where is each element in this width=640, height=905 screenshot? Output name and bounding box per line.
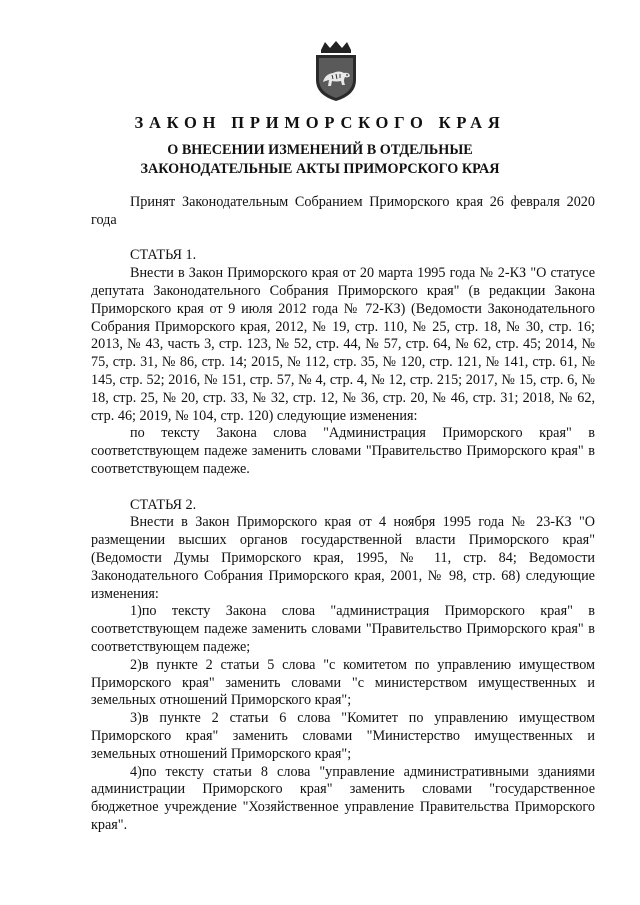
law-subtitle-line-1: О ВНЕСЕНИИ ИЗМЕНЕНИЙ В ОТДЕЛЬНЫЕ bbox=[167, 142, 473, 158]
law-subtitle bbox=[0, 141, 640, 179]
article-2-item: 1)по тексту Закона слова "администрация Приморского края" в соответствующем падеже заменить словами "Правительство Приморского края" в соответствующем падеже; bbox=[91, 603, 595, 655]
article-2-intro: Внести в Закон Приморского края от 4 ноября 1995 года № 23-КЗ "О размещении высших органов государственной власти Приморского края" (Ведомости Думы Приморского края, 1995, № 11, стр. 84; Ведомости Законодательного Собрания Приморского края, 2001, № 98, стр. 68) следующие изменения: bbox=[91, 514, 595, 602]
article-1-intro: Внести в Закон Приморского края от 20 марта 1995 года № 2-КЗ "О статусе депутата Законодательного Собрания Приморского края" (в редакции Закона Приморского края от 9 июля 2012 года № 72-КЗ) (Ведомости Законодательного Собрания Приморского края, 2012, № 19, стр. 110, № 25, стр. 18, № 30, стр. 16; 2013, № 43, часть 3, стр. 123, № 52, стр. 44, № 57, стр. 64, № 62, стр. 45; 2014, № 75, стр. 31, № 86, стр. 14; 2015, № 112, стр. 35, № 120, стр. 121, № 141, стр. 61, № 145, стр. 52; 2016, № 151, стр. 57, № 4, стр. 4, № 12, стр. 215; 2017, № 15, стр. 6, № 18, стр. 25, № 20, стр. 33, № 32, стр. 12, № 36, стр. 20, № 46, стр. 31; 2018, № 62, стр. 46; 2019, № 104, стр. 120) следующие изменения: bbox=[91, 265, 595, 424]
article-1-heading: СТАТЬЯ 1. bbox=[130, 247, 197, 264]
article-2-item: 2)в пункте 2 статьи 5 слова "с комитетом по управлению имуществом Приморского края" заменить словами "с министерством имущественных и земельных отношений Приморского края"; bbox=[91, 656, 595, 709]
article-2-item: 3)в пункте 2 статьи 6 слова "Комитет по управлению имуществом Приморского края" заменить словами "Министерство имущественных и земельных отношений Приморского края"; bbox=[91, 710, 595, 762]
article-1-change: по тексту Закона слова "Администрация Приморского края" в соответствующем падеже заменить словами "Правительство Приморского края" в соответствующем падеже. bbox=[91, 425, 595, 477]
law-body bbox=[91, 194, 595, 835]
article-2-heading: СТАТЬЯ 2. bbox=[130, 496, 197, 513]
law-subtitle-line-2: ЗАКОНОДАТЕЛЬНЫЕ АКТЫ ПРИМОРСКОГО КРАЯ bbox=[140, 161, 500, 177]
law-title: ЗАКОН ПРИМОРСКОГО КРАЯ bbox=[134, 113, 506, 132]
article-2-item: 4)по тексту статьи 8 слова "управление административными зданиями администрации Приморского края" заменить словами "государственное бюджетное учреждение "Хозяйственное управление Правительства Приморского края". bbox=[91, 763, 595, 833]
adoption-statement: Принят Законодательным Собранием Приморского края 26 февраля 2020 года bbox=[91, 194, 595, 228]
coat-of-arms-icon bbox=[311, 40, 361, 102]
